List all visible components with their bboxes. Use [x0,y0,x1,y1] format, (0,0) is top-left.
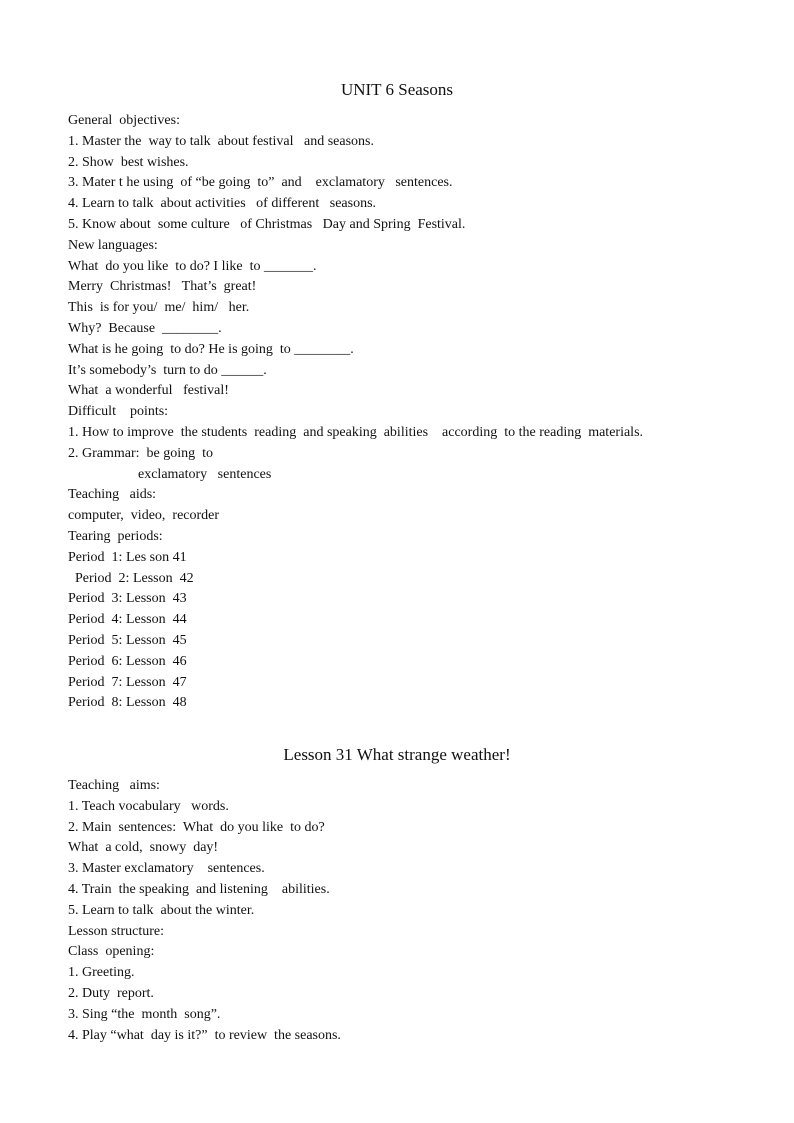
text-line: Lesson structure: [68,923,165,939]
lesson-title: Lesson 31 What strange weather! [283,745,511,764]
text-line: Period 6: Lesson 46 [68,653,187,669]
text-line: 5. Know about some culture of Christmas Day and Spring Festival. [68,216,466,232]
text-line: 2. Main sentences: What do you like to do? [68,819,325,835]
unit-content [68,111,643,714]
text-line: 4. Train the speaking and listening abilities. [68,881,330,897]
text-line: Merry Christmas! That’s great! [68,279,257,295]
text-line: 2. Duty report. [68,985,154,1001]
text-line: computer, video, recorder [68,508,220,524]
text-line: 3. Mater t he using of “be going to” and exclamatory sentences. [68,175,453,191]
text-line: What is he going to do? He is going to ________. [68,341,354,357]
text-line: 3. Sing “the month song”. [68,1006,221,1022]
text-line: 1. Master the way to talk about festival and seasons. [68,133,374,149]
text-line: Teaching aids: [68,487,157,503]
text-line: Period 2: Lesson 42 [68,570,194,586]
text-line: Why? Because ________. [68,320,222,336]
text-line: 2. Show best wishes. [68,154,189,170]
text-line: Teaching aims: [68,778,160,793]
text-line: 4. Learn to talk about activities of different seasons. [68,196,377,212]
text-line: New languages: [68,237,158,253]
text-line: Period 4: Lesson 44 [68,612,187,628]
text-line: 1. Teach vocabulary words. [68,798,229,814]
text-line: What do you like to do? I like to _______. [68,258,317,274]
text-line: Period 8: Lesson 48 [68,695,187,711]
text-line: What a wonderful festival! [68,383,229,399]
text-line: 1. How to improve the students reading and speaking abilities according to the reading materials. [68,424,644,440]
text-line: exclamatory sentences [68,466,272,482]
text-line: Period 1: Les son 41 [68,549,187,565]
text-line: Class opening: [68,944,155,960]
text-line: General objectives: [68,113,180,128]
text-line: It’s somebody’s turn to do ______. [68,362,267,378]
text-line: 3. Master exclamatory sentences. [68,861,265,877]
text-line: 2. Grammar: be going to [68,445,214,461]
text-line: Period 5: Lesson 45 [68,632,187,648]
unit-title: UNIT 6 Seasons [340,80,454,99]
text-line: 5. Learn to talk about the winter. [68,902,255,918]
text-line: This is for you/ me/ him/ her. [68,300,250,316]
text-line: 4. Play “what day is it?” to review the seasons. [68,1027,341,1043]
text-line: Tearing periods: [68,528,163,544]
text-line: 1. Greeting. [68,965,135,981]
text-line: Difficult points: [68,404,169,420]
text-line: What a cold, snowy day! [68,840,219,856]
text-line: Period 7: Lesson 47 [68,674,187,690]
text-line: Period 3: Lesson 43 [68,591,187,607]
lesson-content [68,776,341,1046]
